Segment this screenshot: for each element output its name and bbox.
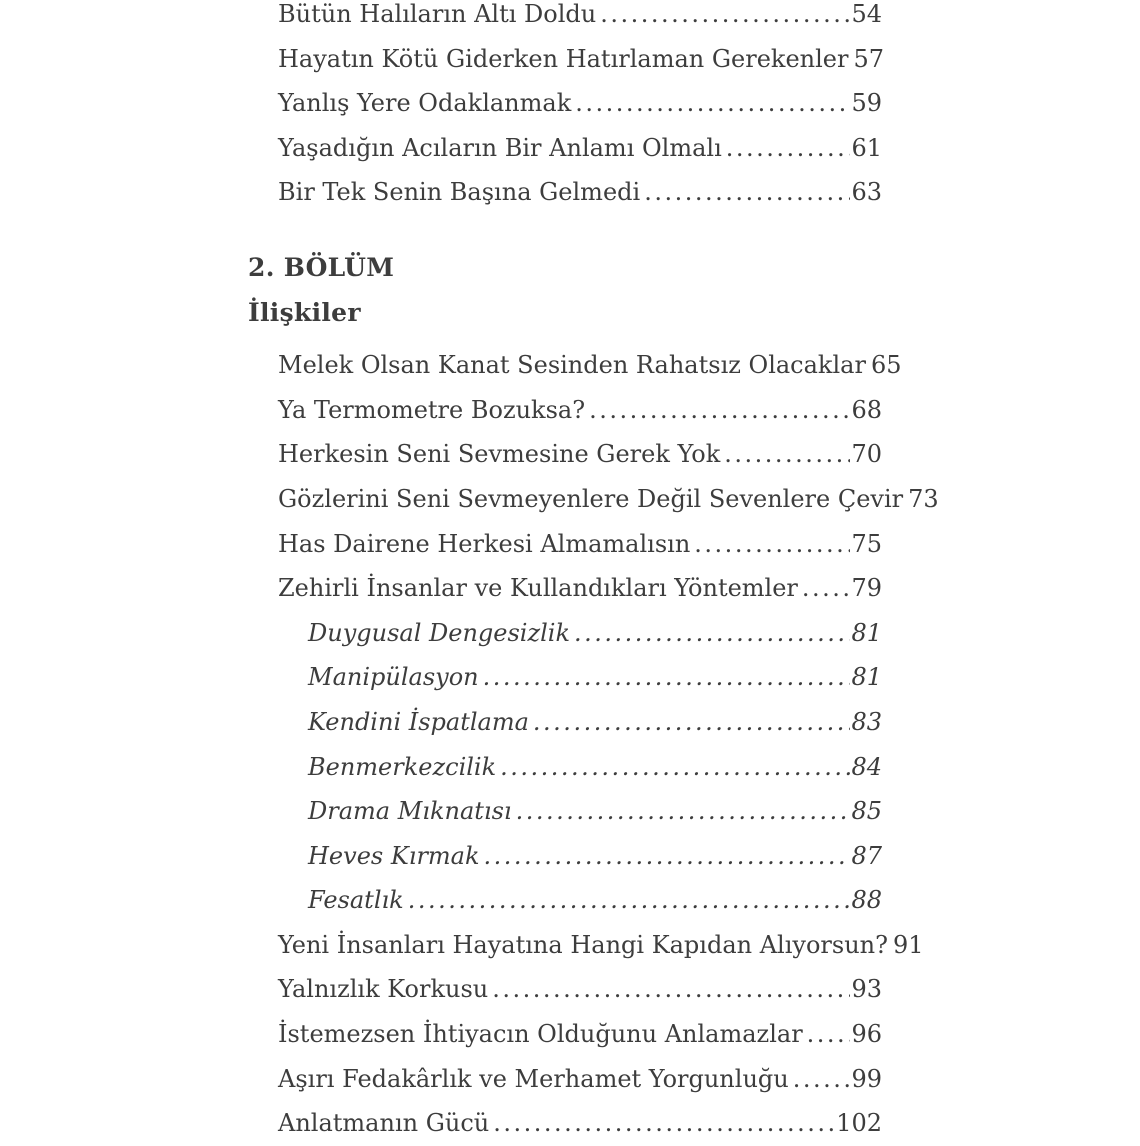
toc-subentry-row xyxy=(248,834,882,879)
toc-entry-row xyxy=(248,0,882,37)
entry-title: Ya Termometre Bozuksa? xyxy=(278,395,586,424)
chapter-title-heading: İlişkiler xyxy=(248,297,361,327)
dot-leader xyxy=(575,81,850,126)
page-number: 96 xyxy=(851,1020,882,1049)
toc-entry-row xyxy=(248,170,882,215)
entry-title: Anlatmanın Gücü xyxy=(278,1109,490,1138)
dot-leader xyxy=(724,432,850,477)
dot-leader xyxy=(408,878,851,923)
page-number: 57 xyxy=(853,44,885,73)
toc-entry-row xyxy=(248,1101,882,1146)
toc-entry-row xyxy=(248,1012,882,1057)
entry-title: Manipülasyon xyxy=(308,663,479,692)
dot-leader xyxy=(493,1101,835,1146)
entry-title: Duygusal Dengesizlik xyxy=(308,618,571,647)
entry-title: Drama Mıknatısı xyxy=(308,797,512,826)
entry-title: Herkesin Seni Sevmesine Gerek Yok xyxy=(278,440,721,469)
page-number: 84 xyxy=(851,752,882,781)
entry-title: Fesatlık xyxy=(308,886,404,915)
entry-title: Kendini İspatlama xyxy=(308,707,529,736)
toc-entry-row xyxy=(248,81,882,126)
page-number: 81 xyxy=(851,663,882,692)
toc-entry-row xyxy=(248,566,882,611)
toc-entry-row xyxy=(248,477,939,522)
toc-entry-row xyxy=(248,432,882,477)
entry-title: Zehirli İnsanlar ve Kullandıkları Yöntemler xyxy=(278,574,798,603)
dot-leader xyxy=(644,170,850,215)
page-number: 93 xyxy=(851,975,882,1004)
entry-title: Yeni İnsanları Hayatına Hangi Kapıdan Alıyorsun? xyxy=(278,930,888,959)
table-of-contents-page xyxy=(248,0,939,1146)
page-number: 65 xyxy=(870,351,902,380)
entry-title: Bir Tek Senin Başına Gelmedi xyxy=(278,178,641,207)
toc-subentry-row xyxy=(248,611,882,656)
toc-entry-row xyxy=(248,37,885,82)
entry-title: Yaşadığın Acıların Bir Anlamı Olmalı xyxy=(278,133,722,162)
page-number: 68 xyxy=(851,395,882,424)
page-number: 61 xyxy=(851,133,882,162)
dot-leader xyxy=(500,745,850,790)
dot-leader xyxy=(492,967,850,1012)
page-number: 91 xyxy=(892,930,924,959)
dot-leader xyxy=(802,566,851,611)
entry-title: Heves Kırmak xyxy=(308,841,480,870)
toc-entry-row xyxy=(248,126,882,171)
dot-leader xyxy=(533,700,851,745)
dot-leader xyxy=(483,655,851,700)
toc-entry-row xyxy=(248,923,924,968)
entry-title: Gözlerini Seni Sevmeyenlere Değil Sevenlere Çevir xyxy=(278,484,904,513)
page-number: 99 xyxy=(851,1064,882,1093)
chapter-number-heading: 2. BÖLÜM xyxy=(248,252,395,282)
toc-entry-row xyxy=(248,522,882,567)
page-number: 70 xyxy=(851,440,882,469)
page-number: 102 xyxy=(836,1109,882,1138)
entry-title: Bütün Halıların Altı Doldu xyxy=(278,0,597,28)
dot-leader xyxy=(600,0,850,37)
toc-entry-row xyxy=(248,343,902,388)
toc-subentry-row xyxy=(248,655,882,700)
toc-entry-row xyxy=(248,967,882,1012)
toc-subentry-row xyxy=(248,700,882,745)
toc-subentry-row xyxy=(248,789,882,834)
page-number: 88 xyxy=(851,886,882,915)
entry-title: Yanlış Yere Odaklanmak xyxy=(278,89,572,118)
page-number: 54 xyxy=(851,0,882,28)
toc-entry-row xyxy=(248,1057,882,1102)
dot-leader xyxy=(516,789,851,834)
page-number: 81 xyxy=(851,618,882,647)
page-number: 75 xyxy=(851,529,882,558)
dot-leader xyxy=(793,1057,851,1102)
page-number: 63 xyxy=(851,178,882,207)
entry-title: Yalnızlık Korkusu xyxy=(278,975,489,1004)
page-number: 85 xyxy=(851,797,882,826)
toc-subentry-row xyxy=(248,878,882,923)
entry-title: Aşırı Fedakârlık ve Merhamet Yorgunluğu xyxy=(278,1064,789,1093)
entry-title: Hayatın Kötü Giderken Hatırlaman Gerekenler xyxy=(278,44,849,73)
toc-subentry-row xyxy=(248,745,882,790)
dot-leader xyxy=(726,126,851,171)
dot-leader xyxy=(574,611,850,656)
entry-title: Has Dairene Herkesi Almamalısın xyxy=(278,529,691,558)
toc-entry-row xyxy=(248,388,882,433)
page-number: 87 xyxy=(851,841,882,870)
page-number: 83 xyxy=(851,707,882,736)
dot-leader xyxy=(589,388,850,433)
dot-leader xyxy=(807,1012,851,1057)
page-number: 79 xyxy=(851,574,882,603)
dot-leader xyxy=(484,834,851,879)
page-number: 73 xyxy=(908,484,939,513)
entry-title: Benmerkezcilik xyxy=(308,752,497,781)
entry-title: İstemezsen İhtiyacın Olduğunu Anlamazlar xyxy=(278,1020,803,1049)
page-number: 59 xyxy=(851,89,882,118)
entry-title: Melek Olsan Kanat Sesinden Rahatsız Olacaklar xyxy=(278,351,866,380)
dot-leader xyxy=(694,522,850,567)
